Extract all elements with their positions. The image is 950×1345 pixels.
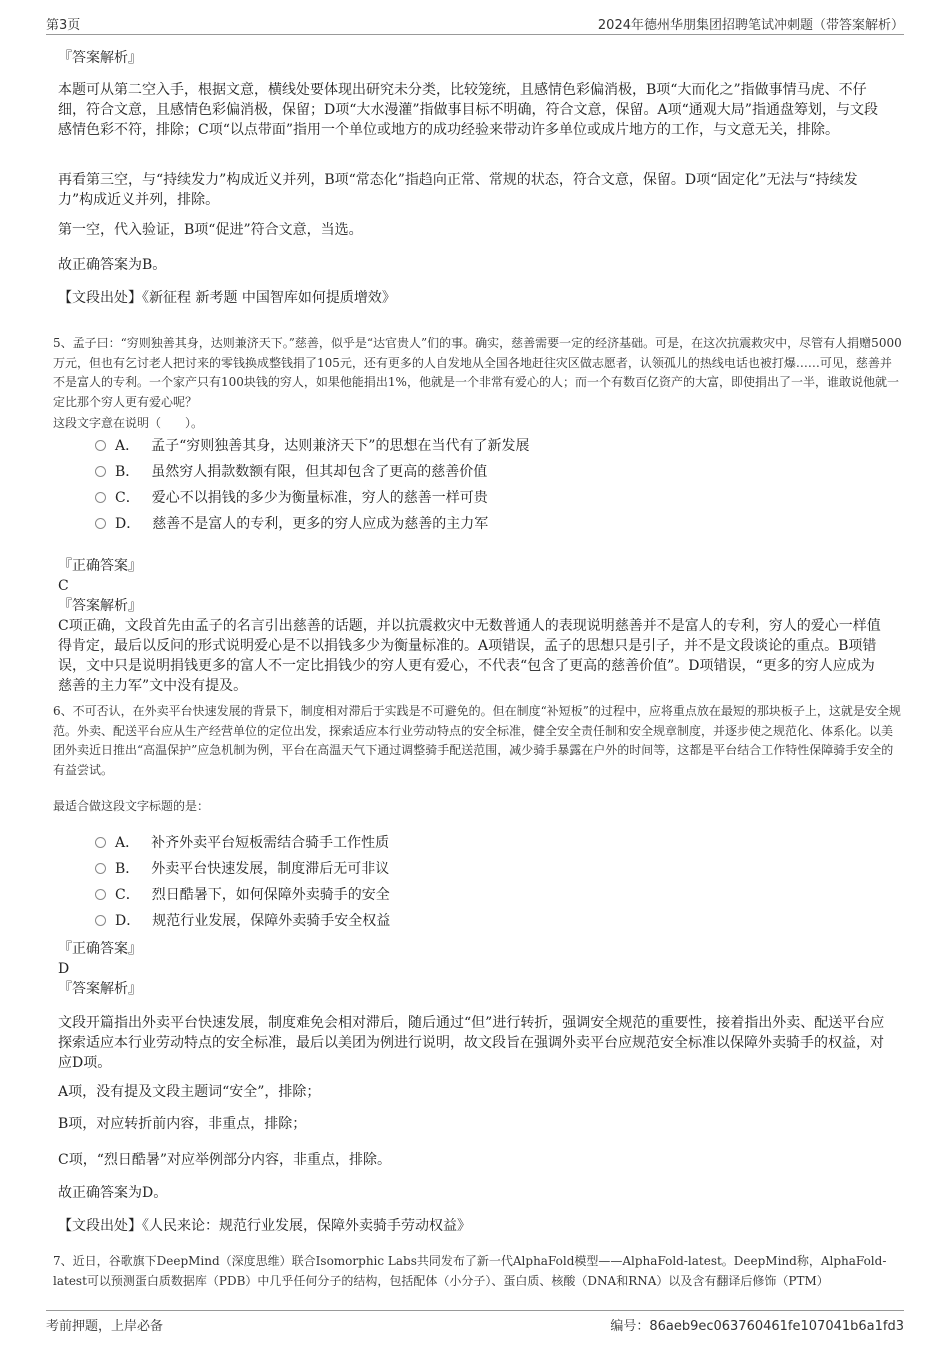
option-letter: A． <box>115 835 140 851</box>
analysis-paragraph: 再看第三空，与“持续发力”构成近义并列，B项“常态化”指趋向正常、常规的状态，符合文意，保留。D项“固定化”无法与“持续发力”构成近义并列，排除。 <box>58 172 858 208</box>
analysis-label: 『答案解析』 <box>58 598 142 614</box>
option-b[interactable] <box>95 859 389 879</box>
analysis-label: 『答案解析』 <box>58 50 142 66</box>
option-text: 外卖平台快速发展，制度滞后无可非议 <box>151 861 390 877</box>
option-text: 补齐外卖平台短板需结合骑手工作性质 <box>151 835 390 851</box>
analysis-conclusion: 故正确答案为B。 <box>58 257 167 273</box>
radio-button[interactable] <box>95 915 106 926</box>
correct-answer: D <box>58 961 70 977</box>
page-number: 第3页 <box>46 18 81 33</box>
analysis-paragraph: C项正确，文段首先由孟子的名言引出慈善的话题，并以抗震救灾中无数普通人的表现说明慈善并不是富人的专利，穷人的爱心一样值得肯定，最后以反问的形式说明爱心是不以捐钱多少为衡量标准的。A项错误，孟子的思想只是引子，并不是文段谈论的重点。B项错误，文中只是说明捐钱更多的富人不一定比捐钱少的穷人更有爱心，不代表“包含了更高的慈善价值”。D项错误，“更多的穷人应成为慈善的主力军”文中没有提及。 <box>58 618 881 694</box>
option-d[interactable] <box>95 514 488 534</box>
option-text: 虽然穷人捐款数额有限，但其却包含了更高的慈善价值 <box>151 464 488 480</box>
option-c[interactable] <box>95 488 488 508</box>
page-header <box>46 12 904 35</box>
correct-answer-label: 『正确答案』 <box>58 558 142 574</box>
document-title: 2024年德州华朋集团招聘笔试冲刺题（带答案解析） <box>597 18 904 33</box>
question-6-prompt: 最适合做这段文字标题的是： <box>53 799 210 813</box>
analysis-paragraph: 第一空，代入验证，B项“促进”符合文意，当选。 <box>58 222 363 238</box>
option-d[interactable] <box>95 911 390 931</box>
option-text: 慈善不是富人的专利，更多的穷人应成为慈善的主力军 <box>152 516 489 532</box>
option-letter: D． <box>115 913 141 929</box>
option-letter: B． <box>115 464 140 480</box>
option-letter: C． <box>115 887 140 903</box>
radio-button[interactable] <box>95 863 106 874</box>
source-citation: 【文段出处】《新征程 新考题 中国智库如何提质增效》 <box>58 290 396 306</box>
option-c[interactable] <box>95 885 390 905</box>
option-letter: D． <box>115 516 141 532</box>
option-text: 孟子“穷则独善其身，达则兼济天下”的思想在当代有了新发展 <box>151 438 530 454</box>
analysis-conclusion: 故正确答案为D。 <box>58 1185 168 1201</box>
option-text: 烈日酷暑下，如何保障外卖骑手的安全 <box>151 887 390 903</box>
option-text: 爱心不以捐钱的多少为衡量标准，穷人的慈善一样可贵 <box>151 490 488 506</box>
option-a[interactable] <box>95 436 529 456</box>
analysis-label: 『答案解析』 <box>58 981 142 997</box>
footer-slogan: 考前押题，上岸必备 <box>46 1319 164 1334</box>
question-5-prompt: 这段文字意在说明（ ）。 <box>53 416 204 430</box>
radio-button[interactable] <box>95 466 106 477</box>
analysis-paragraph: C项，“烈日酷暑”对应举例部分内容，非重点，排除。 <box>58 1152 392 1168</box>
analysis-paragraph: A项，没有提及文段主题词“安全”，排除； <box>58 1084 321 1100</box>
radio-button[interactable] <box>95 492 106 503</box>
analysis-paragraph: 文段开篇指出外卖平台快速发展，制度难免会相对滞后，随后通过“但”进行转折，强调安全规范的重要性，接着指出外卖、配送平台应探索适应本行业劳动特点的安全标准，最后以美团为例进行说明，故文段旨在强调外卖平台应规范安全标准以保障外卖骑手的权益，对应D项。 <box>58 1015 885 1071</box>
source-citation: 【文段出处】《人民来论：规范行业发展，保障外卖骑手劳动权益》 <box>58 1218 471 1234</box>
option-letter: B． <box>115 861 140 877</box>
radio-button[interactable] <box>95 889 106 900</box>
analysis-paragraph: 本题可从第二空入手，根据文意，横线处要体现出研究未分类，比较笼统，且感情色彩偏消极，B项“大而化之”指做事情马虎、不仔细，符合文意，且感情色彩偏消极，保留；D项“大水漫灌”指做事目标不明确，符合文意，保留。A项“通观大局”指通盘筹划，与文段感情色彩不符，排除；C项“以点带面”指用一个单位或地方的成功经验来带动许多单位或成片地方的工作，与文意无关，排除。 <box>58 82 878 138</box>
correct-answer: C <box>58 578 69 594</box>
option-text: 规范行业发展，保障外卖骑手安全权益 <box>152 913 391 929</box>
correct-answer-label: 『正确答案』 <box>58 941 142 957</box>
question-6-stem: 6、不可否认，在外卖平台快速发展的背景下，制度相对滞后于实践是不可避免的。但在制度“补短板”的过程中，应将重点放在最短的那块板子上，这就是安全规范。外卖、配送平台应从生产经营单位的定位出发，探索适应本行业劳动特点的安全标准，健全安全责任制和安全规章制度，并逐步使之规范化、体系化。以美团外卖近日推出“高温保护”应急机制为例，平台在高温天气下通过调整骑手配送范围，减少骑手暴露在户外的时间等，这都是平台结合工作特性保障骑手安全的有益尝试。 <box>53 704 901 777</box>
radio-button[interactable] <box>95 440 106 451</box>
document-code: 编号：86aeb9ec063760461fe107041b6a1fd3 <box>610 1319 904 1334</box>
question-7-stem: 7、近日，谷歌旗下DeepMind（深度思维）联合Isomorphic Labs共同发布了新一代AlphaFold模型——AlphaFold-latest。DeepMind称，AlphaFold-latest可以预测蛋白质数据库（PDB）中几乎任何分子的结构，包括配体（小分子）、蛋白质、核酸（DNA和RNA）以及含有翻译后修饰（PTM） <box>53 1254 887 1288</box>
page-footer <box>46 1310 904 1333</box>
radio-button[interactable] <box>95 837 106 848</box>
option-letter: C． <box>115 490 140 506</box>
question-5-stem: 5、孟子曰：“穷则独善其身，达则兼济天下。”慈善，似乎是“达官贵人”们的事。确实，慈善需要一定的经济基础。可是，在这次抗震救灾中，尽管有人捐赠5000万元，但也有乞讨老人把讨来的零钱换成整钱捐了105元，还有更多的人自发地从全国各地赶往灾区做志愿者，认领孤儿的热线电话也被打爆……可见，慈善并不是富人的专利。一个家产只有100块钱的穷人，如果他能捐出1%，他就是一个非常有爱心的人；而一个有数百亿资产的大富，即使捐出了一半，谁敢说他就一定比那个穷人更有爱心呢？ <box>53 336 902 409</box>
option-letter: A． <box>115 438 140 454</box>
option-b[interactable] <box>95 462 487 482</box>
option-a[interactable] <box>95 833 389 853</box>
analysis-paragraph: B项，对应转折前内容，非重点，排除； <box>58 1116 307 1132</box>
radio-button[interactable] <box>95 518 106 529</box>
